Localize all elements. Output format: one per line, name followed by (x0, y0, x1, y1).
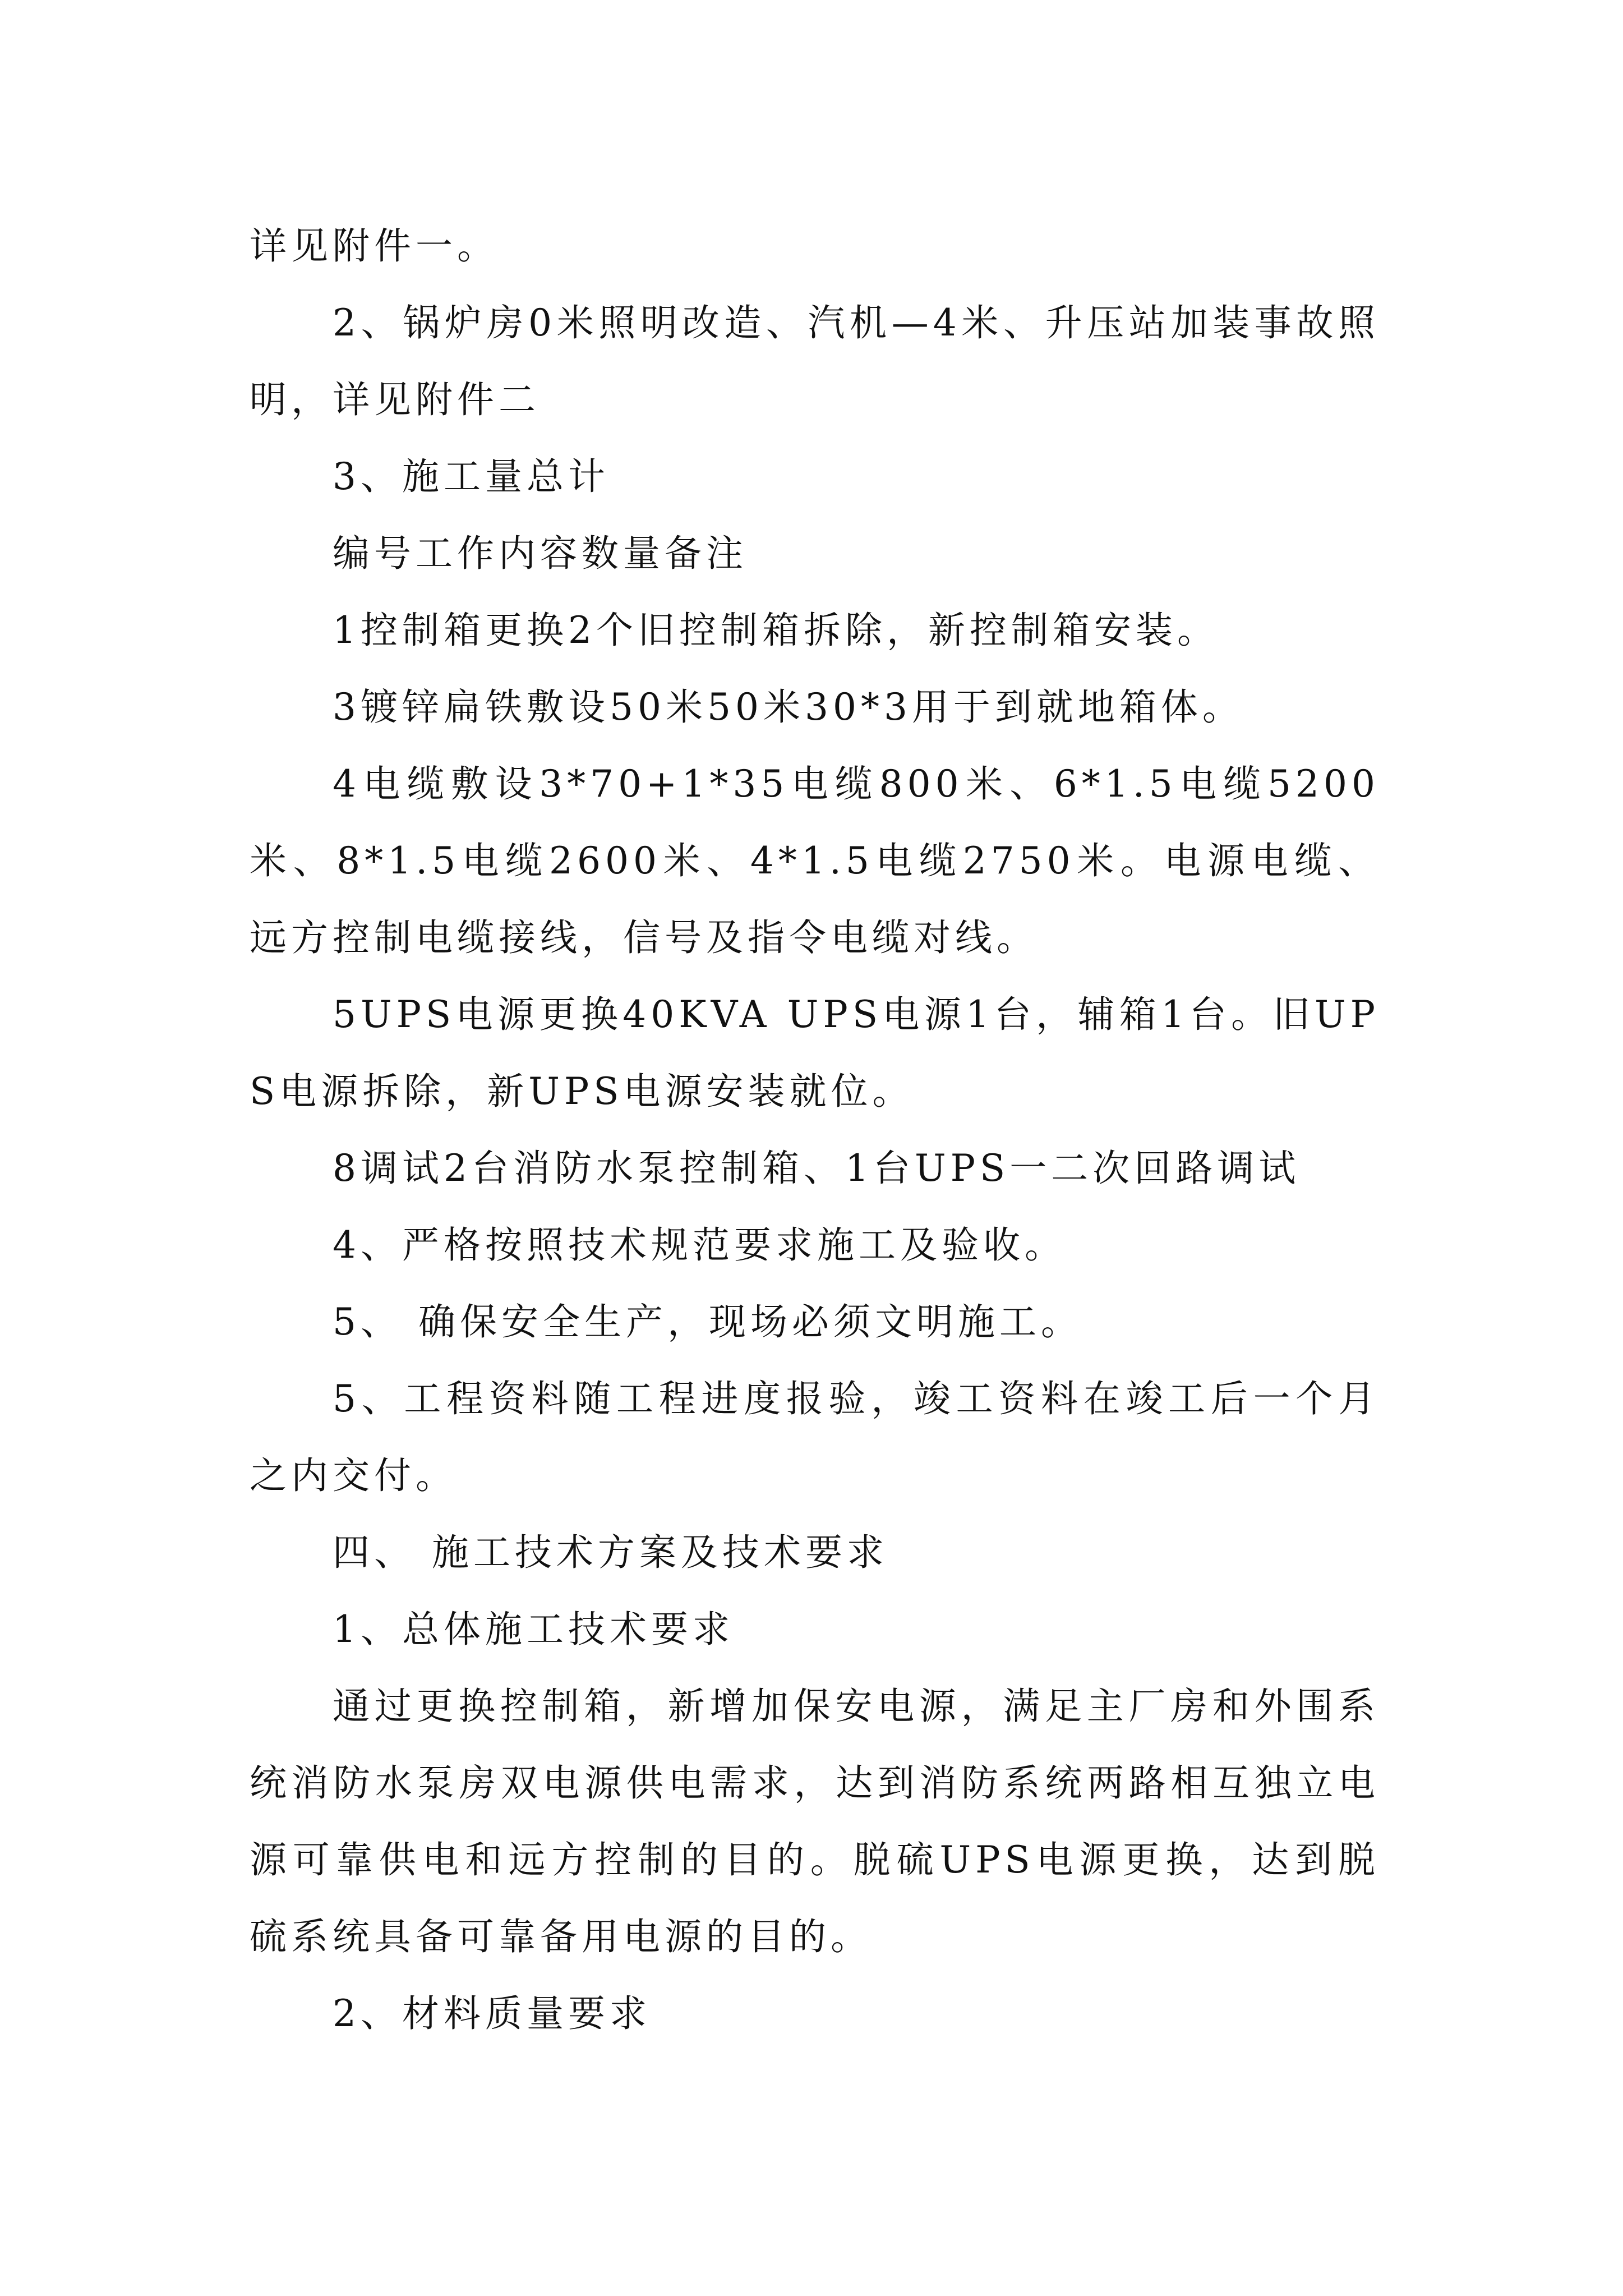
paragraph-item-5-records: 5、工程资料随工程进度报验，竣工资料在竣工后一个月之内交付。 (250, 1377, 1380, 1497)
paragraph-work-item-5: 5UPS电源更换40KVA UPS电源1台，辅箱1台。旧UPS电源拆除，新UPS电源安装就位。 (250, 993, 1380, 1113)
paragraph-item-4-standards: 4、严格按照技术规范要求施工及验收。 (333, 1223, 1066, 1267)
document-body (250, 208, 1380, 2052)
paragraph-attachment-one-ref: 详见附件一。 (250, 224, 499, 268)
paragraph-item-3-workload-heading: 3、施工量总计 (333, 455, 610, 498)
paragraph-work-item-3: 3镀锌扁铁敷设50米50米30*3用于到就地箱体。 (333, 685, 1244, 729)
paragraph-work-item-1: 1控制箱更换2个旧控制箱拆除，新控制箱安装。 (333, 609, 1219, 652)
section-heading-technical-plan: 四、 施工技术方案及技术要求 (333, 1531, 888, 1574)
paragraph-workload-columns: 编号工作内容数量备注 (333, 532, 748, 575)
paragraph-general-requirements-body: 通过更换控制箱，新增加保安电源，满足主厂房和外围系统消防水泵房双电源供电需求，达到消防系统两路相互独立电源可靠供电和远方控制的目的。脱硫UPS电源更换，达到脱硫系统具备可靠备用电源的目的。 (250, 1685, 1380, 1958)
paragraph-work-item-8: 8调试2台消防水泵控制箱、1台UPS一二次回路调试 (333, 1147, 1301, 1190)
subheading-material-quality: 2、材料质量要求 (333, 1992, 651, 2035)
paragraph-item-2-lighting: 2、锅炉房0米照明改造、汽机—4米、升压站加装事故照明，详见附件二 (250, 301, 1380, 421)
paragraph-work-item-4: 4电缆敷设3*70+1*35电缆800米、6*1.5电缆5200米、8*1.5电缆2600米、4*1.5电缆2750米。电源电缆、远方控制电缆接线，信号及指令电缆对线。 (250, 762, 1380, 959)
subheading-general-requirements: 1、总体施工技术要求 (333, 1608, 734, 1651)
paragraph-item-5-safety: 5、 确保安全生产，现场必须文明施工。 (333, 1300, 1082, 1343)
